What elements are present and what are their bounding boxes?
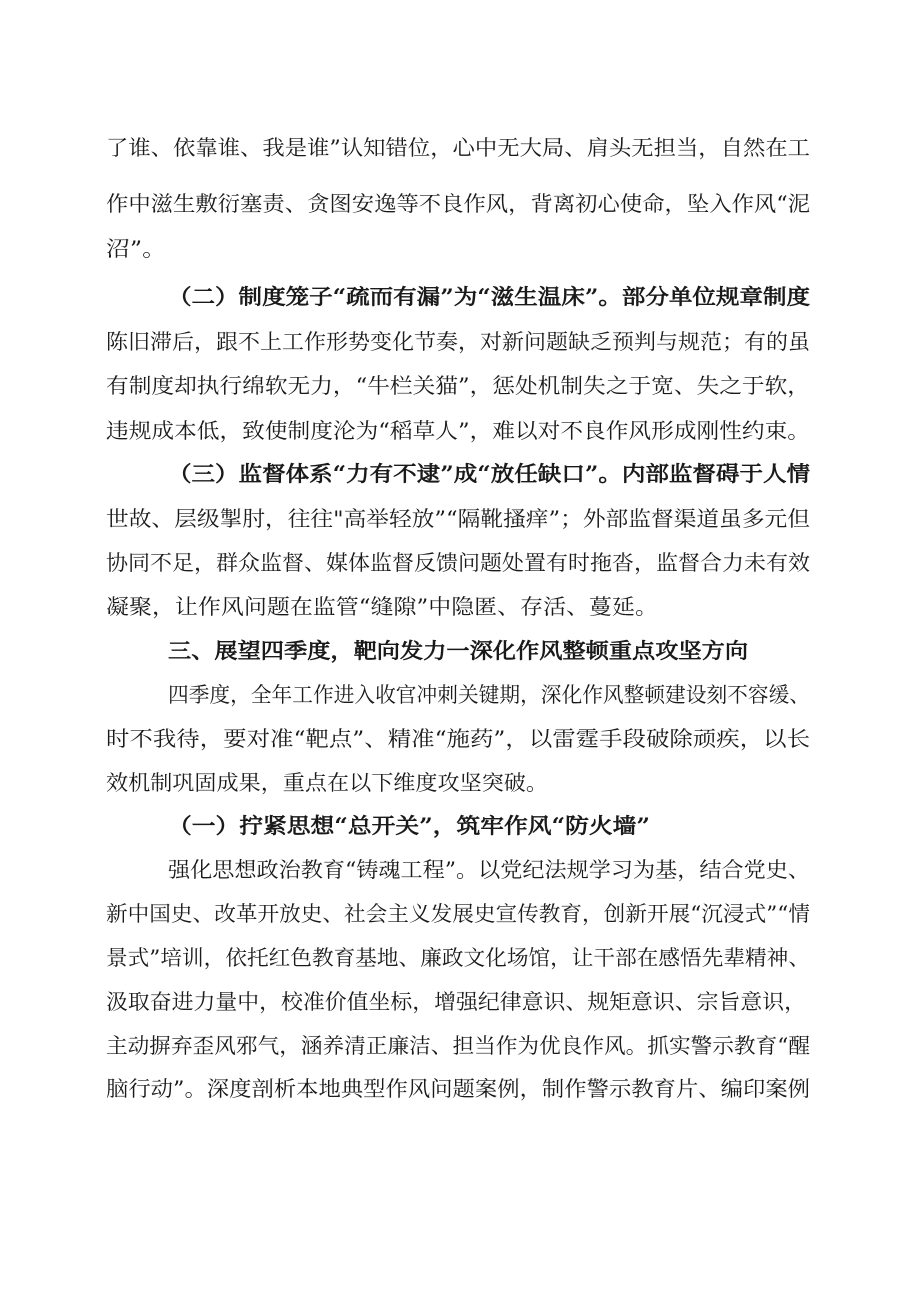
text-line-2-content: 作中滋生敷衍塞责、贪图安逸等不良作风，背离初心使命，坠入作风“泥 — [106, 192, 811, 216]
text-line-17-content: 强化思想政治教育“铸魂工程”。以党纪法规学习为基，结合党史、 — [168, 858, 810, 882]
text-line-20-content: 汲取奋进力量中，校准价值坐标，增强纪律意识、规矩意识、宗旨意识， — [106, 990, 807, 1014]
text-line-3-content: 沼”。 — [106, 237, 166, 261]
text-line-3 — [0, 229, 920, 269]
subheading-3-content: （三）监督体系“力有不逮”成“放任缺口”。内部监督碍于人情 — [168, 461, 811, 486]
text-line-19-content: 景式”培训，依托红色教育基地、廉政文化场馆，让干部在感悟先辈精神、 — [106, 946, 810, 970]
text-line-7 — [0, 411, 920, 451]
text-line-14 — [0, 719, 920, 759]
text-line-7-content: 违规成本低，致使制度沦为“稻草人”，难以对不良作风形成刚性约束。 — [106, 419, 810, 443]
section-heading-3-content: 三、展望四季度，靶向发力一深化作风整顿重点攻坚方向 — [168, 639, 749, 663]
text-line-18-content: 新中国史、改革开放史、社会主义发展史宣传教育，创新开展“沉浸式”“情 — [106, 902, 810, 926]
text-line-11-content: 凝聚，让作风问题在监管“缝隙”中隐匿、存活、蔓延。 — [106, 595, 659, 619]
text-line-20 — [0, 982, 920, 1022]
subheading-2-content: （二）制度笼子“疏而有漏”为“滋生温床”。部分单位规章制度 — [168, 284, 811, 309]
text-line-22 — [0, 1069, 920, 1109]
text-line-18 — [0, 894, 920, 934]
text-line-6-content: 有制度却执行绵软无力，“牛栏关猫”，惩处机制失之于宽、失之于软， — [106, 374, 810, 398]
text-line-1 — [0, 128, 920, 168]
text-line-6 — [0, 366, 920, 406]
subheading-1-content: （一）拧紧思想“总开关”，筑牢作风“防火墙” — [168, 813, 651, 838]
subheading-2 — [0, 277, 920, 317]
subheading-1 — [0, 806, 920, 846]
text-line-19 — [0, 938, 920, 978]
text-line-17 — [0, 850, 920, 890]
text-line-22-content: 脑行动”。深度剖析本地典型作风问题案例，制作警示教育片、编印案例 — [106, 1077, 811, 1101]
text-line-15-content: 效机制巩固成果，重点在以下维度攻坚突破。 — [106, 771, 549, 795]
subheading-3 — [0, 454, 920, 494]
text-line-9 — [0, 499, 920, 539]
text-line-9-content: 世故、层级掣肘，往往"高举轻放”“隔靴搔痒”；外部监督渠道虽多元但 — [106, 507, 810, 531]
text-line-10 — [0, 543, 920, 583]
text-line-2 — [0, 184, 920, 224]
text-line-11 — [0, 587, 920, 627]
text-line-15 — [0, 763, 920, 803]
text-line-14-content: 时不我待，要对准“靶点”、精准“施药”，以雷霆手段破除顽疾，以长 — [106, 727, 811, 751]
text-line-5 — [0, 322, 920, 362]
text-line-13 — [0, 675, 920, 715]
text-line-13-content: 四季度，全年工作进入收官冲刺关键期，深化作风整顿建设刻不容缓、 — [168, 683, 811, 707]
text-line-21 — [0, 1026, 920, 1066]
text-line-10-content: 协同不足，群众监督、媒体监督反馈问题处置有时拖沓，监督合力未有效 — [106, 551, 810, 575]
text-line-21-content: 主动摒弃歪风邪气，涵养清正廉洁、担当作为优良作风。抓实警示教育“醒 — [106, 1034, 810, 1058]
text-line-1-content: 了谁、依靠谁、我是谁”认知错位，心中无大局、肩头无担当，自然在工 — [106, 136, 811, 160]
text-line-5-content: 陈旧滞后，跟不上工作形势变化节奏，对新问题缺乏预判与规范；有的虽 — [106, 330, 810, 354]
section-heading-3 — [0, 631, 920, 671]
